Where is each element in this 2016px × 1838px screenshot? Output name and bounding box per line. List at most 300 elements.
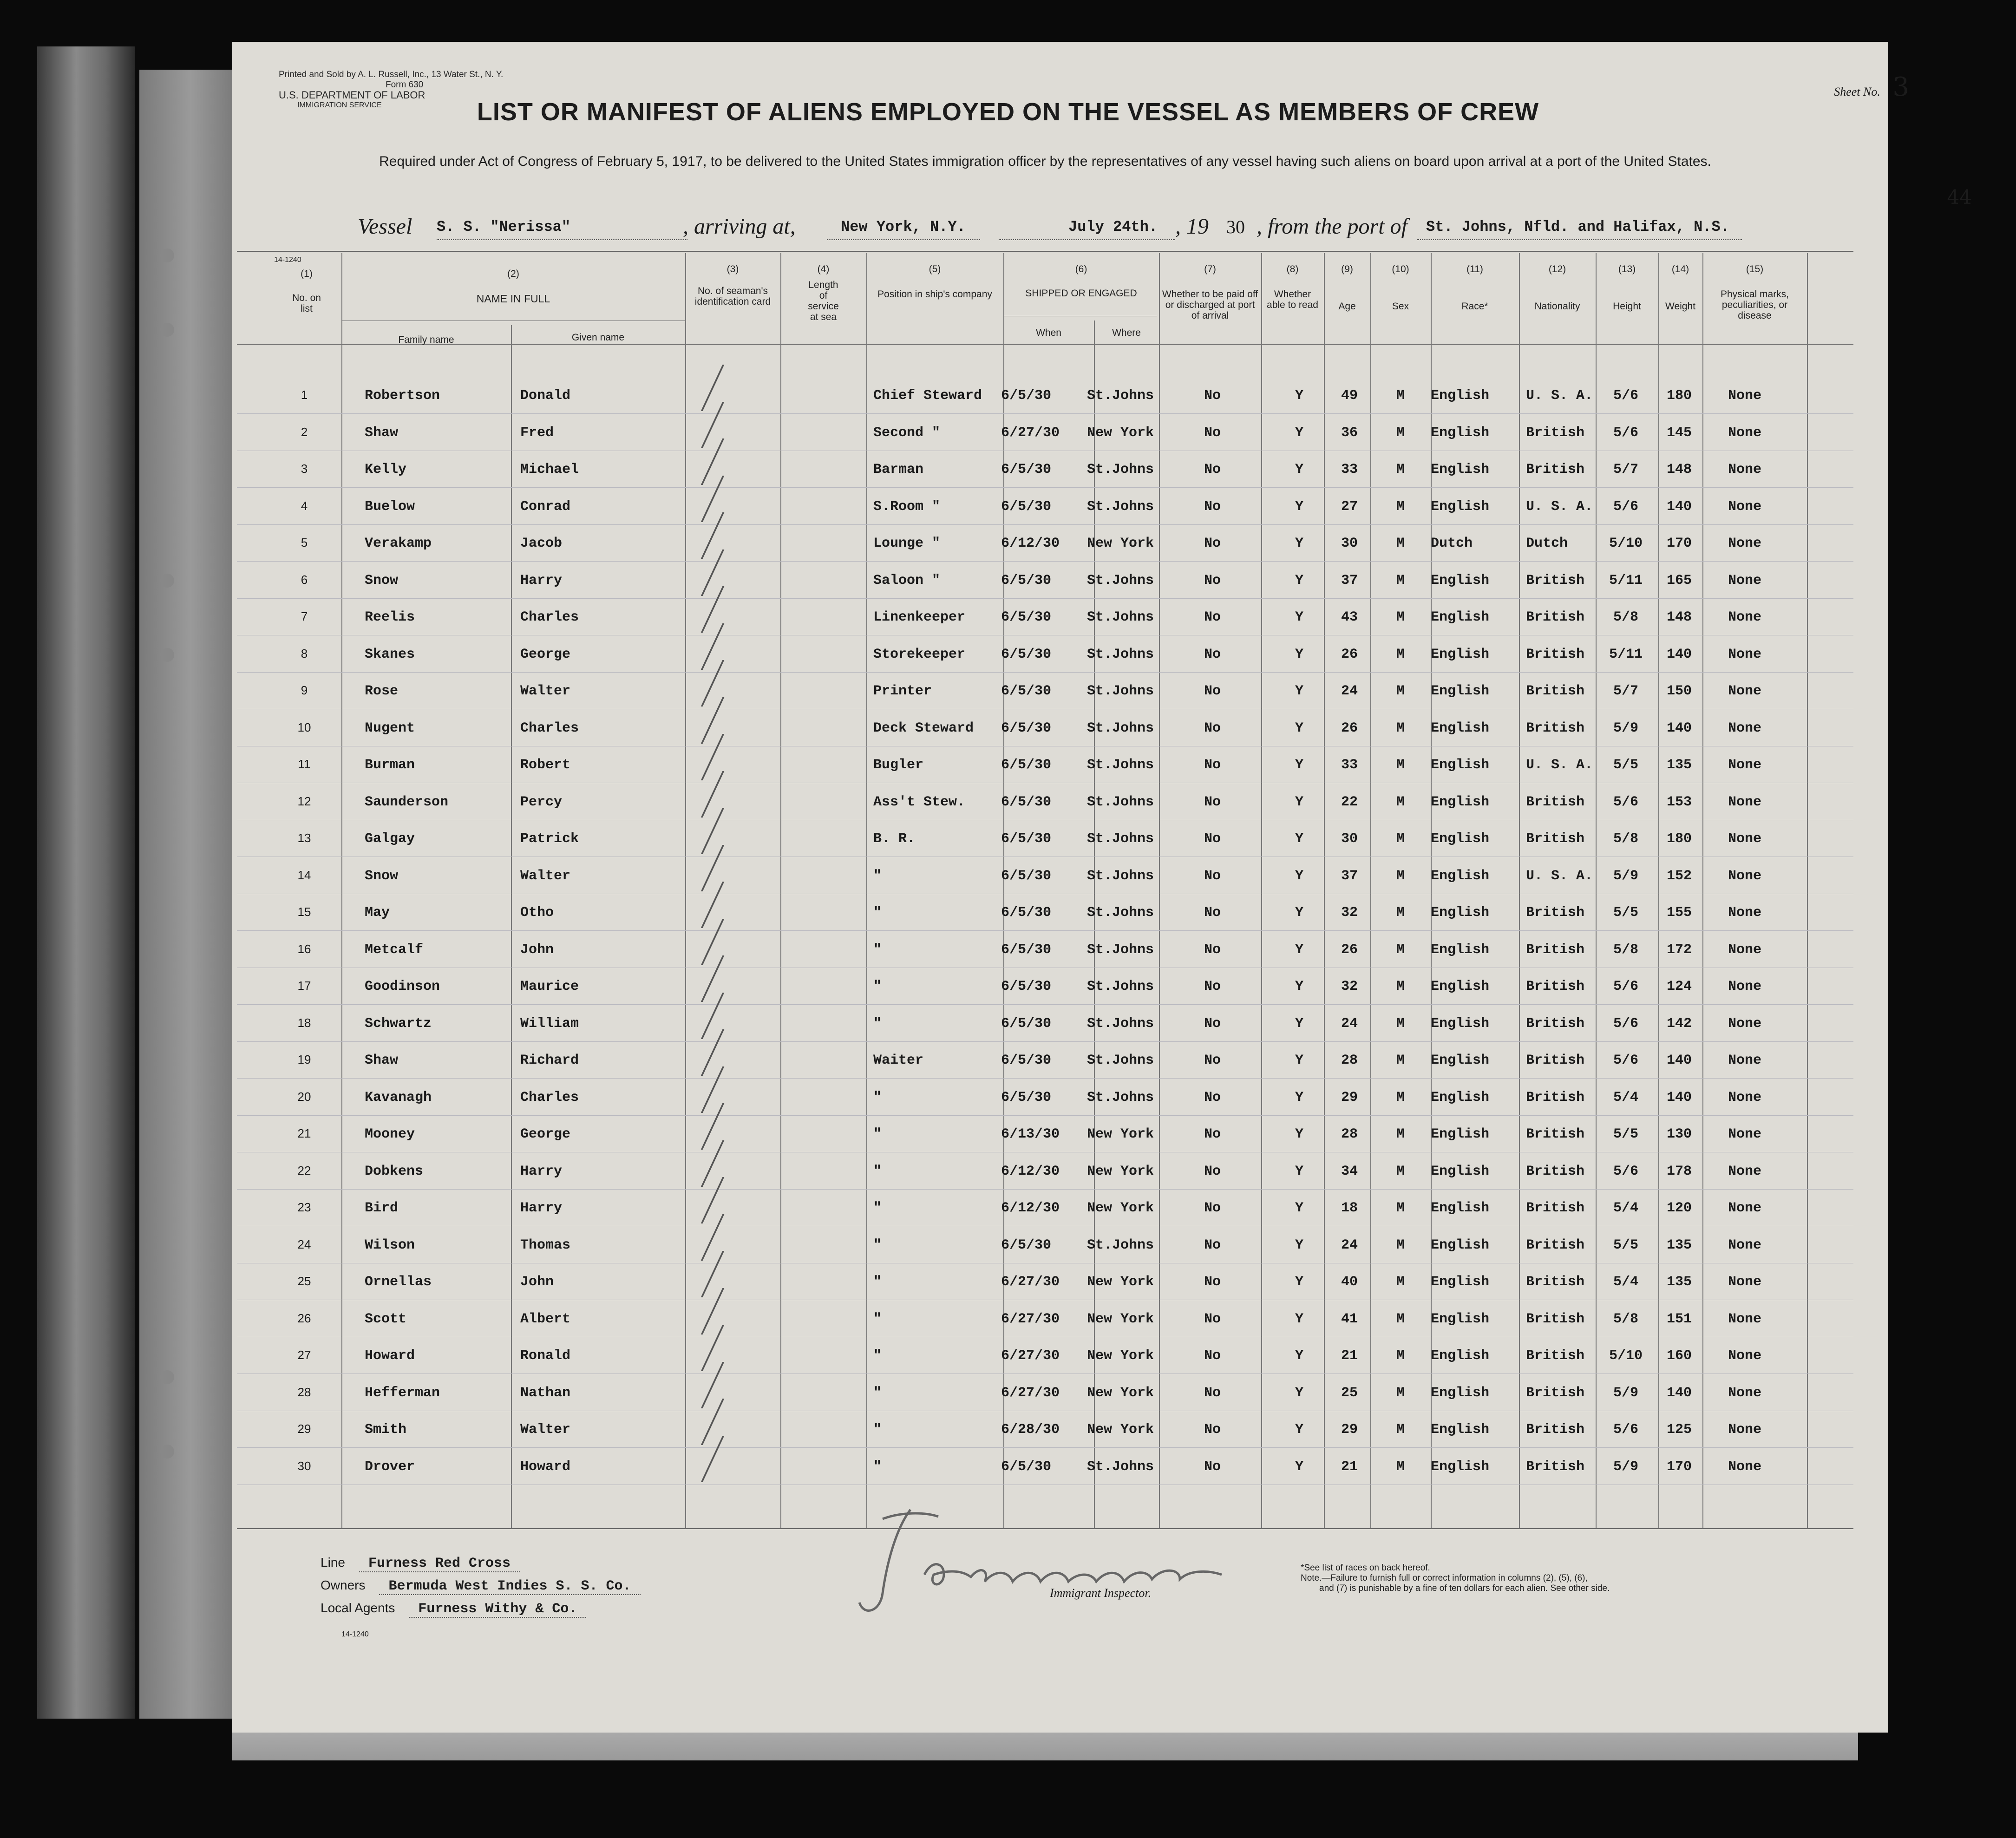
cell-family: Snow bbox=[365, 573, 399, 589]
col5-number: (5) bbox=[929, 264, 941, 275]
footer-form-code: 14-1240 bbox=[341, 1630, 369, 1638]
cell-read: Y bbox=[1295, 979, 1304, 994]
cell-weight: 180 bbox=[1666, 831, 1692, 847]
cell-given: Harry bbox=[520, 1200, 563, 1216]
cell-nationality: U. S. A. bbox=[1526, 388, 1593, 404]
cell-read: Y bbox=[1295, 647, 1304, 662]
cell-marks: None bbox=[1728, 1164, 1762, 1179]
cell-race: English bbox=[1431, 905, 1490, 921]
footer-owners bbox=[321, 1578, 641, 1594]
col10-header: Sex bbox=[1392, 301, 1409, 312]
col2-header: NAME IN FULL bbox=[476, 293, 550, 305]
cell-where: St.Johns bbox=[1087, 1090, 1154, 1105]
cell-race: English bbox=[1431, 573, 1490, 589]
cell-age: 37 bbox=[1341, 573, 1358, 589]
cell-sex: M bbox=[1396, 1422, 1405, 1438]
cell-no: 28 bbox=[297, 1385, 311, 1399]
cell-race: English bbox=[1431, 388, 1490, 404]
cell-no: 13 bbox=[297, 831, 311, 845]
cell-weight: 148 bbox=[1666, 462, 1692, 477]
cell-where: St.Johns bbox=[1087, 573, 1154, 589]
cell-age: 28 bbox=[1341, 1053, 1358, 1068]
cell-given: Walter bbox=[520, 683, 571, 699]
cell-family: Scott bbox=[365, 1311, 407, 1327]
row-rule bbox=[237, 930, 1853, 931]
cell-position: " bbox=[873, 1164, 882, 1179]
cell-weight: 165 bbox=[1666, 573, 1692, 589]
cell-nationality: British bbox=[1526, 1053, 1585, 1068]
cell-weight: 172 bbox=[1666, 942, 1692, 958]
cell-weight: 124 bbox=[1666, 979, 1692, 994]
cell-paid: No bbox=[1204, 868, 1221, 884]
cell-age: 24 bbox=[1341, 683, 1358, 699]
cell-weight: 125 bbox=[1666, 1422, 1692, 1438]
note-line: Note.—Failure to furnish full or correct information in columns (2), (5), (6), bbox=[1301, 1573, 1588, 1583]
cell-sex: M bbox=[1396, 499, 1405, 515]
row-rule bbox=[237, 1004, 1853, 1005]
cell-paid: No bbox=[1204, 647, 1221, 662]
cell-weight: 151 bbox=[1666, 1311, 1692, 1327]
cell-when: 6/5/30 bbox=[1001, 1053, 1052, 1068]
cell-read: Y bbox=[1295, 1422, 1304, 1438]
cell-weight: 153 bbox=[1666, 794, 1692, 810]
cell-where: St.Johns bbox=[1087, 1237, 1154, 1253]
cell-race: Dutch bbox=[1431, 536, 1473, 551]
cell-read: Y bbox=[1295, 942, 1304, 958]
cell-sex: M bbox=[1396, 942, 1405, 958]
cell-given: Walter bbox=[520, 868, 571, 884]
cell-race: English bbox=[1431, 794, 1490, 810]
cell-position: " bbox=[873, 942, 882, 958]
cell-no: 23 bbox=[297, 1200, 311, 1214]
cell-position: Printer bbox=[873, 683, 932, 699]
cell-given: Howard bbox=[520, 1459, 571, 1475]
cell-age: 33 bbox=[1341, 757, 1358, 773]
cell-age: 26 bbox=[1341, 647, 1358, 662]
cell-read: Y bbox=[1295, 720, 1304, 736]
vessel-name: S. S. "Nerissa" bbox=[437, 218, 571, 235]
cell-sex: M bbox=[1396, 462, 1405, 477]
cell-position: " bbox=[873, 1348, 882, 1364]
col14-header: Weight bbox=[1665, 301, 1695, 312]
col15-number: (15) bbox=[1746, 264, 1764, 275]
cell-where: New York bbox=[1087, 1311, 1154, 1327]
cell-sex: M bbox=[1396, 1053, 1405, 1068]
cell-read: Y bbox=[1295, 425, 1304, 441]
cell-position: " bbox=[873, 1200, 882, 1216]
cell-no: 17 bbox=[297, 979, 311, 993]
note-line: and (7) is punishable by a fine of ten dollars for each alien. See other side. bbox=[1319, 1583, 1610, 1593]
cell-marks: None bbox=[1728, 1311, 1762, 1327]
cell-no: 29 bbox=[297, 1422, 311, 1436]
cell-marks: None bbox=[1728, 831, 1762, 847]
cell-age: 25 bbox=[1341, 1385, 1358, 1401]
cell-family: Goodinson bbox=[365, 979, 440, 994]
cell-given: Harry bbox=[520, 1164, 563, 1179]
cell-no: 25 bbox=[297, 1274, 311, 1288]
dotted-rule bbox=[827, 239, 980, 240]
col6-number: (6) bbox=[1075, 264, 1087, 275]
cell-read: Y bbox=[1295, 1126, 1304, 1142]
cell-paid: No bbox=[1204, 1237, 1221, 1253]
cell-paid: No bbox=[1204, 757, 1221, 773]
col7-header: Whether to be paid off or discharged at port of arrival bbox=[1162, 289, 1258, 321]
cell-read: Y bbox=[1295, 1090, 1304, 1105]
cell-height: 5/5 bbox=[1613, 1126, 1639, 1142]
row-rule bbox=[237, 413, 1853, 414]
cell-paid: No bbox=[1204, 1126, 1221, 1142]
cell-family: Burman bbox=[365, 757, 415, 773]
cell-given: Nathan bbox=[520, 1385, 571, 1401]
arriving-place: New York, N.Y. bbox=[841, 218, 966, 235]
cell-when: 6/5/30 bbox=[1001, 1237, 1052, 1253]
col13-number: (13) bbox=[1618, 264, 1636, 275]
department-name: U.S. DEPARTMENT OF LABOR bbox=[279, 89, 425, 101]
cell-weight: 135 bbox=[1666, 1274, 1692, 1290]
binder-strip bbox=[139, 70, 242, 1719]
cell-sex: M bbox=[1396, 1016, 1405, 1032]
cell-where: St.Johns bbox=[1087, 683, 1154, 699]
cell-sex: M bbox=[1396, 1237, 1405, 1253]
cell-read: Y bbox=[1295, 1237, 1304, 1253]
cell-marks: None bbox=[1728, 979, 1762, 994]
cell-when: 6/5/30 bbox=[1001, 647, 1052, 662]
cell-nationality: British bbox=[1526, 647, 1585, 662]
cell-position: Second " bbox=[873, 425, 941, 441]
cell-age: 26 bbox=[1341, 942, 1358, 958]
cell-where: St.Johns bbox=[1087, 757, 1154, 773]
cell-marks: None bbox=[1728, 868, 1762, 884]
cell-race: English bbox=[1431, 499, 1490, 515]
cell-nationality: U. S. A. bbox=[1526, 757, 1593, 773]
cell-no: 1 bbox=[301, 388, 308, 402]
cell-when: 6/5/30 bbox=[1001, 573, 1052, 589]
col8-header: Whether able to read bbox=[1267, 289, 1318, 310]
cell-height: 5/7 bbox=[1613, 462, 1639, 477]
cell-nationality: British bbox=[1526, 462, 1585, 477]
cell-read: Y bbox=[1295, 1385, 1304, 1401]
cell-paid: No bbox=[1204, 1274, 1221, 1290]
sheet-label: Sheet No. bbox=[1834, 85, 1880, 98]
cell-race: English bbox=[1431, 868, 1490, 884]
cell-height: 5/4 bbox=[1613, 1200, 1639, 1216]
cell-weight: 160 bbox=[1666, 1348, 1692, 1364]
cell-nationality: British bbox=[1526, 1237, 1585, 1253]
cell-family: Smith bbox=[365, 1422, 407, 1438]
cell-height: 5/5 bbox=[1613, 905, 1639, 921]
cell-paid: No bbox=[1204, 683, 1221, 699]
row-rule bbox=[237, 1447, 1853, 1448]
col6b-header: Where bbox=[1112, 327, 1141, 338]
cell-position: " bbox=[873, 1237, 882, 1253]
cell-race: English bbox=[1431, 757, 1490, 773]
cell-sex: M bbox=[1396, 647, 1405, 662]
cell-sex: M bbox=[1396, 720, 1405, 736]
cell-height: 5/8 bbox=[1613, 609, 1639, 625]
cell-marks: None bbox=[1728, 942, 1762, 958]
cell-paid: No bbox=[1204, 573, 1221, 589]
cell-weight: 152 bbox=[1666, 868, 1692, 884]
cell-where: New York bbox=[1087, 1164, 1154, 1179]
arrival-date: July 24th. bbox=[1068, 218, 1158, 235]
cell-age: 49 bbox=[1341, 388, 1358, 404]
cell-given: Conrad bbox=[520, 499, 571, 515]
cell-height: 5/9 bbox=[1613, 720, 1639, 736]
cell-race: English bbox=[1431, 831, 1490, 847]
cell-paid: No bbox=[1204, 794, 1221, 810]
cell-read: Y bbox=[1295, 1053, 1304, 1068]
cell-no: 11 bbox=[298, 757, 311, 771]
cell-when: 6/5/30 bbox=[1001, 388, 1052, 404]
cell-no: 6 bbox=[301, 573, 308, 587]
cell-no: 3 bbox=[301, 462, 308, 476]
cell-family: Snow bbox=[365, 868, 399, 884]
cell-marks: None bbox=[1728, 1237, 1762, 1253]
cell-sex: M bbox=[1396, 1385, 1405, 1401]
col9-header: Age bbox=[1338, 301, 1356, 312]
cell-marks: None bbox=[1728, 1422, 1762, 1438]
cell-nationality: British bbox=[1526, 1274, 1585, 1290]
row-rule bbox=[237, 1115, 1853, 1116]
cell-position: Waiter bbox=[873, 1053, 924, 1068]
cell-race: English bbox=[1431, 647, 1490, 662]
cell-age: 29 bbox=[1341, 1090, 1358, 1105]
cell-position: " bbox=[873, 905, 882, 921]
cell-family: Buelow bbox=[365, 499, 415, 515]
cell-position: " bbox=[873, 1016, 882, 1032]
cell-where: St.Johns bbox=[1087, 499, 1154, 515]
cell-age: 32 bbox=[1341, 905, 1358, 921]
cell-given: Charles bbox=[520, 720, 579, 736]
cell-no: 18 bbox=[297, 1016, 311, 1030]
row-rule bbox=[237, 1189, 1853, 1190]
cell-weight: 140 bbox=[1666, 499, 1692, 515]
vessel-label: Vessel bbox=[358, 214, 412, 239]
cell-weight: 135 bbox=[1666, 757, 1692, 773]
cell-no: 16 bbox=[297, 942, 311, 956]
cell-no: 7 bbox=[301, 609, 308, 623]
cell-when: 6/5/30 bbox=[1001, 979, 1052, 994]
cell-marks: None bbox=[1728, 1090, 1762, 1105]
cell-where: New York bbox=[1087, 536, 1154, 551]
cell-paid: No bbox=[1204, 831, 1221, 847]
cell-nationality: British bbox=[1526, 831, 1585, 847]
cell-when: 6/5/30 bbox=[1001, 720, 1052, 736]
footer-agents bbox=[321, 1601, 586, 1617]
cell-nationality: U. S. A. bbox=[1526, 499, 1593, 515]
row-rule bbox=[237, 561, 1853, 562]
cell-sex: M bbox=[1396, 1200, 1405, 1216]
cell-position: " bbox=[873, 1274, 882, 1290]
cell-position: B. R. bbox=[873, 831, 916, 847]
cell-family: Saunderson bbox=[365, 794, 449, 810]
cell-nationality: British bbox=[1526, 683, 1585, 699]
col6-header: SHIPPED OR ENGAGED bbox=[1025, 288, 1137, 299]
cell-height: 5/4 bbox=[1613, 1090, 1639, 1105]
cell-position: " bbox=[873, 1459, 882, 1475]
col15-header: Physical marks, peculiarities, or disease bbox=[1720, 289, 1789, 321]
cell-family: Shaw bbox=[365, 1053, 399, 1068]
cell-marks: None bbox=[1728, 388, 1762, 404]
cell-paid: No bbox=[1204, 720, 1221, 736]
cell-weight: 145 bbox=[1666, 425, 1692, 441]
cell-given: John bbox=[520, 1274, 554, 1290]
cell-when: 6/13/30 bbox=[1001, 1126, 1060, 1142]
cell-read: Y bbox=[1295, 794, 1304, 810]
cell-height: 5/11 bbox=[1609, 573, 1643, 589]
cell-no: 14 bbox=[297, 868, 311, 882]
cell-family: Kavanagh bbox=[365, 1090, 432, 1105]
cell-paid: No bbox=[1204, 1053, 1221, 1068]
cell-where: New York bbox=[1087, 1348, 1154, 1364]
cell-age: 29 bbox=[1341, 1422, 1358, 1438]
cell-given: Percy bbox=[520, 794, 563, 810]
cell-weight: 178 bbox=[1666, 1164, 1692, 1179]
cell-height: 5/8 bbox=[1613, 1311, 1639, 1327]
cell-given: Otho bbox=[520, 905, 554, 921]
cell-nationality: British bbox=[1526, 1016, 1585, 1032]
cell-height: 5/6 bbox=[1613, 1164, 1639, 1179]
col3-number: (3) bbox=[727, 264, 739, 275]
cell-given: Michael bbox=[520, 462, 579, 477]
column-divider bbox=[511, 325, 512, 1528]
cell-where: St.Johns bbox=[1087, 647, 1154, 662]
cell-when: 6/27/30 bbox=[1001, 1311, 1060, 1327]
col2-number: (2) bbox=[507, 268, 519, 279]
col2a-header: Family name bbox=[398, 334, 454, 345]
punch-hole bbox=[160, 249, 174, 262]
cell-read: Y bbox=[1295, 388, 1304, 404]
cell-age: 40 bbox=[1341, 1274, 1358, 1290]
cell-weight: 142 bbox=[1666, 1016, 1692, 1032]
cell-family: Bird bbox=[365, 1200, 399, 1216]
cell-family: May bbox=[365, 905, 390, 921]
cell-race: English bbox=[1431, 1459, 1490, 1475]
cell-age: 37 bbox=[1341, 868, 1358, 884]
cell-height: 5/6 bbox=[1613, 979, 1639, 994]
cell-race: English bbox=[1431, 1164, 1490, 1179]
cell-age: 30 bbox=[1341, 831, 1358, 847]
cell-read: Y bbox=[1295, 868, 1304, 884]
cell-family: Hefferman bbox=[365, 1385, 440, 1401]
cell-position: " bbox=[873, 1126, 882, 1142]
cell-weight: 120 bbox=[1666, 1200, 1692, 1216]
cell-race: English bbox=[1431, 1422, 1490, 1438]
cell-age: 21 bbox=[1341, 1348, 1358, 1364]
cell-when: 6/5/30 bbox=[1001, 831, 1052, 847]
cell-nationality: British bbox=[1526, 1126, 1585, 1142]
cell-height: 5/9 bbox=[1613, 868, 1639, 884]
cell-family: Nugent bbox=[365, 720, 415, 736]
cell-height: 5/7 bbox=[1613, 683, 1639, 699]
col7-number: (7) bbox=[1204, 264, 1216, 275]
cell-when: 6/5/30 bbox=[1001, 683, 1052, 699]
cell-given: George bbox=[520, 1126, 571, 1142]
cell-family: Wilson bbox=[365, 1237, 415, 1253]
col12-header: Nationality bbox=[1534, 301, 1580, 312]
cell-family: Schwartz bbox=[365, 1016, 432, 1032]
cell-read: Y bbox=[1295, 609, 1304, 625]
cell-age: 18 bbox=[1341, 1200, 1358, 1216]
cell-given: Jacob bbox=[520, 536, 563, 551]
cell-position: S.Room " bbox=[873, 499, 941, 515]
cell-given: Maurice bbox=[520, 979, 579, 994]
cell-when: 6/5/30 bbox=[1001, 942, 1052, 958]
cell-paid: No bbox=[1204, 536, 1221, 551]
cell-paid: No bbox=[1204, 979, 1221, 994]
cell-read: Y bbox=[1295, 1274, 1304, 1290]
cell-where: St.Johns bbox=[1087, 720, 1154, 736]
row-rule bbox=[237, 598, 1853, 599]
agents-value: Furness Withy & Co. bbox=[409, 1601, 586, 1618]
cell-race: English bbox=[1431, 720, 1490, 736]
col6a-header: When bbox=[1036, 327, 1061, 338]
cell-nationality: British bbox=[1526, 1385, 1585, 1401]
cell-marks: None bbox=[1728, 1200, 1762, 1216]
cell-age: 26 bbox=[1341, 720, 1358, 736]
cell-paid: No bbox=[1204, 1385, 1221, 1401]
cell-when: 6/27/30 bbox=[1001, 1385, 1060, 1401]
cell-where: St.Johns bbox=[1087, 1459, 1154, 1475]
cell-age: 41 bbox=[1341, 1311, 1358, 1327]
cell-height: 5/11 bbox=[1609, 647, 1643, 662]
col8-number: (8) bbox=[1286, 264, 1299, 275]
cell-nationality: Dutch bbox=[1526, 536, 1568, 551]
cell-given: Ronald bbox=[520, 1348, 571, 1364]
cell-position: Storekeeper bbox=[873, 647, 966, 662]
cell-given: William bbox=[520, 1016, 579, 1032]
cell-marks: None bbox=[1728, 1016, 1762, 1032]
row-rule bbox=[237, 672, 1853, 673]
cell-position: Chief Steward bbox=[873, 388, 982, 404]
service-name: IMMIGRATION SERVICE bbox=[297, 101, 382, 109]
from-label: , from the port of bbox=[1257, 214, 1407, 239]
line-value: Furness Red Cross bbox=[359, 1556, 520, 1572]
cell-read: Y bbox=[1295, 573, 1304, 589]
cell-where: St.Johns bbox=[1087, 979, 1154, 994]
cell-nationality: British bbox=[1526, 1459, 1585, 1475]
cell-age: 22 bbox=[1341, 794, 1358, 810]
cell-marks: None bbox=[1728, 1126, 1762, 1142]
cell-paid: No bbox=[1204, 388, 1221, 404]
col1-header: No. on list bbox=[292, 293, 321, 314]
col14-number: (14) bbox=[1671, 264, 1689, 275]
cell-age: 30 bbox=[1341, 536, 1358, 551]
cell-when: 6/27/30 bbox=[1001, 425, 1060, 441]
cell-paid: No bbox=[1204, 499, 1221, 515]
cell-age: 32 bbox=[1341, 979, 1358, 994]
cell-no: 20 bbox=[297, 1090, 311, 1104]
cell-height: 5/5 bbox=[1613, 757, 1639, 773]
cell-marks: None bbox=[1728, 573, 1762, 589]
cell-position: Bugler bbox=[873, 757, 924, 773]
page-number: 44 bbox=[1947, 186, 1972, 209]
cell-when: 6/5/30 bbox=[1001, 609, 1052, 625]
row-rule bbox=[237, 1041, 1853, 1042]
cell-family: Skanes bbox=[365, 647, 415, 662]
cell-position: " bbox=[873, 1385, 882, 1401]
cell-marks: None bbox=[1728, 1348, 1762, 1364]
cell-where: New York bbox=[1087, 1274, 1154, 1290]
cell-marks: None bbox=[1728, 683, 1762, 699]
cell-race: English bbox=[1431, 462, 1490, 477]
cell-race: English bbox=[1431, 1311, 1490, 1327]
punch-hole bbox=[160, 574, 174, 588]
cell-no: 10 bbox=[297, 720, 311, 734]
cell-position: " bbox=[873, 1422, 882, 1438]
inspector-label: Immigrant Inspector. bbox=[1050, 1586, 1152, 1600]
cell-age: 24 bbox=[1341, 1237, 1358, 1253]
